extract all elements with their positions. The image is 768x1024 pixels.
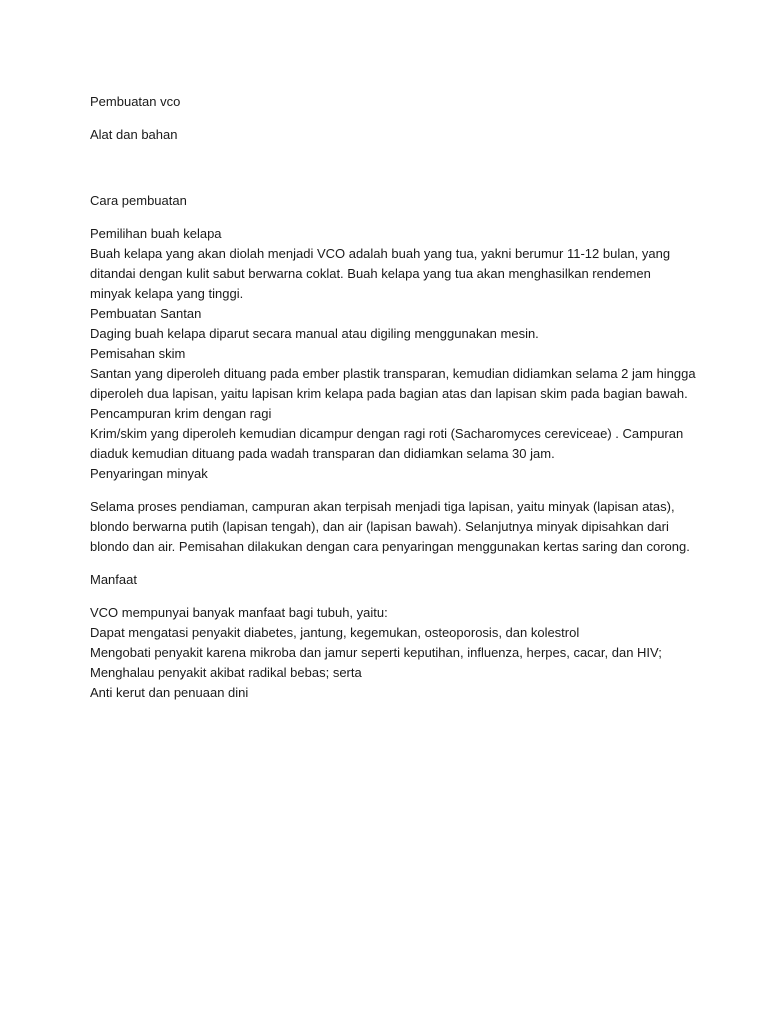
document-body (90, 92, 696, 703)
paragraph-line: diaduk kemudian dituang pada wadah transparan dan didiamkan selama 30 jam. (90, 446, 555, 461)
step-heading-oil-filtering: Penyaringan minyak (90, 466, 208, 481)
paragraph-line: Daging buah kelapa diparut secara manual atau digiling menggunakan mesin. (90, 326, 539, 341)
paragraph-line: diperoleh dua lapisan, yaitu lapisan krim kelapa pada bagian atas dan lapisan skim pada bagian bawah. (90, 386, 688, 401)
paragraph-line: ditandai dengan kulit sabut berwarna coklat. Buah kelapa yang tua akan menghasilkan rendemen (90, 266, 651, 281)
step-heading-coconut-selection: Pemilihan buah kelapa (90, 226, 222, 241)
paragraph-line: Selama proses pendiaman, campuran akan terpisah menjadi tiga lapisan, yaitu minyak (lapisan atas), (90, 499, 675, 514)
paragraph-line: Buah kelapa yang akan diolah menjadi VCO adalah buah yang tua, yakni berumur 11-12 bulan, yang (90, 246, 671, 261)
benefit-item: Mengobati penyakit karena mikroba dan jamur seperti keputihan, influenza, herpes, cacar, dan HIV; (90, 645, 662, 660)
paragraph-line: blondo dan air. Pemisahan dilakukan dengan cara penyaringan menggunakan kertas saring dan corong. (90, 539, 690, 554)
paragraph-line: blondo berwarna putih (lapisan tengah), dan air (lapisan bawah). Selanjutnya minyak dipisahkan dari (90, 519, 669, 534)
paragraph-line: Krim/skim yang diperoleh kemudian dicampur dengan ragi roti (Sacharomyces cereviceae) . Campuran (90, 426, 684, 441)
section-heading-method: Cara pembuatan (90, 193, 187, 208)
section-heading-benefits: Manfaat (90, 572, 137, 587)
benefit-item: Anti kerut dan penuaan dini (90, 685, 249, 700)
benefit-item: Menghalau penyakit akibat radikal bebas; serta (90, 665, 362, 680)
step-heading-coconut-milk: Pembuatan Santan (90, 306, 202, 321)
step-heading-yeast-mixing: Pencampuran krim dengan ragi (90, 406, 272, 421)
paragraph-line: Santan yang diperoleh dituang pada ember plastik transparan, kemudian didiamkan selama 2 jam hingga (90, 366, 696, 381)
benefit-item: Dapat mengatasi penyakit diabetes, jantung, kegemukan, osteoporosis, dan kolestrol (90, 625, 580, 640)
document-title: Pembuatan vco (90, 94, 181, 109)
paragraph-line: minyak kelapa yang tinggi. (90, 286, 244, 301)
benefits-intro: VCO mempunyai banyak manfaat bagi tubuh, yaitu: (90, 605, 388, 620)
step-heading-skim-separation: Pemisahan skim (90, 346, 186, 361)
section-heading-tools: Alat dan bahan (90, 127, 178, 142)
